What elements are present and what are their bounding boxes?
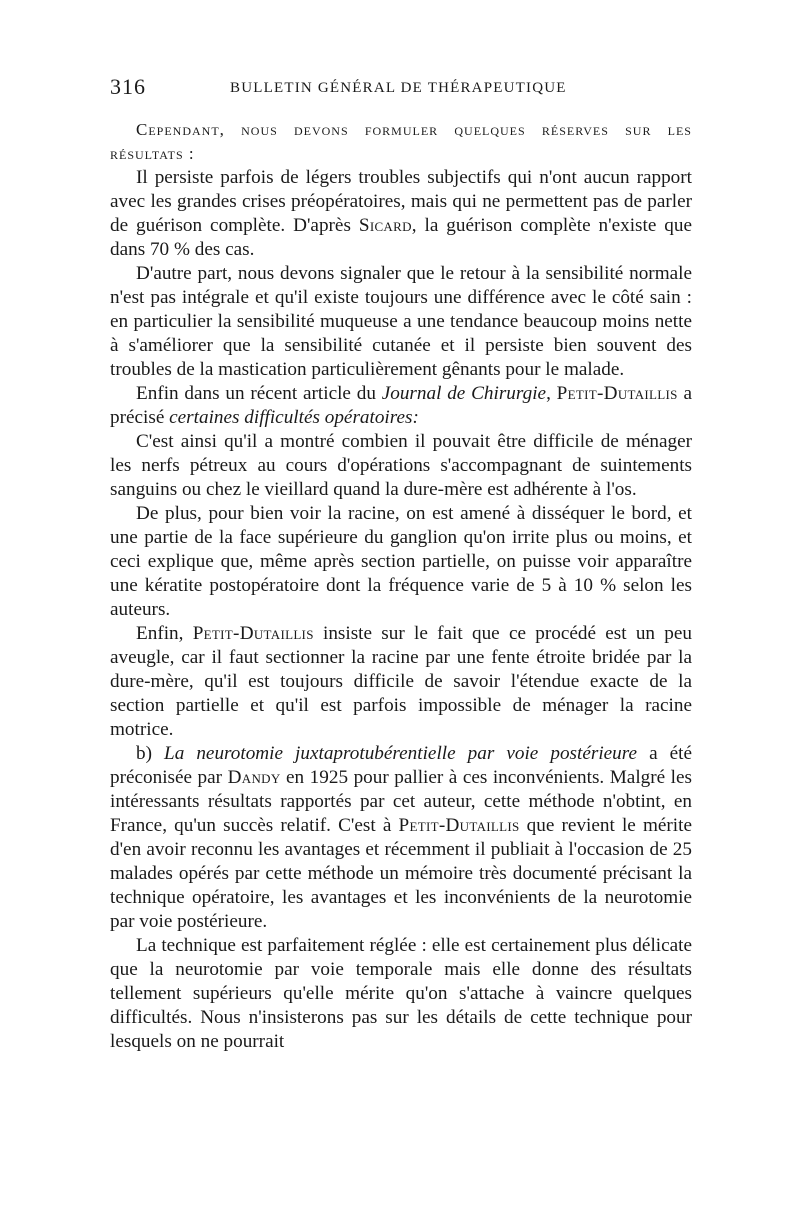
paragraph-reserves: Cependant, nous devons formuler quelques réserves sur les résultats : <box>110 120 692 163</box>
paragraph-sensibilite: D'autre part, nous devons signaler que le retour à la sensibilité normale n'est pas intégrale et qu'il existe toujours une différence avec le côté sain : en particulier la sensibilité muqueuse a une tendance beaucoup moins nette à s'améliorer que la sensibilité cutanée et il persiste bien souvent des troubles de la mastication particulièrement gênants pour le malade. <box>110 263 692 380</box>
journal-title: Journal de Chirurgie <box>381 383 547 404</box>
paragraph-neurotomie: b) La neurotomie juxtaprotubérentielle par voie postérieure a été préconisée par Dandy en 1925 pour pallier à ces inconvénients. Malgré les intéressants résultats rapportés par cet auteur, cette méthode n'obtint, en France, qu'un succès relatif. C'est à Petit-Dutaillis que revient le mérite d'en avoir reconnu les avantages et récemment il publiait à l'occasion de 25 malades opérés par cette méthode un mémoire très documenté précisant la technique opératoire, les avantages et les inconvénients de la neurotomie par voie postérieure. <box>110 743 692 932</box>
paragraph-racine: De plus, pour bien voir la racine, on est amené à disséquer le bord, et une partie de la face supérieure du ganglion qu'on irrite plus ou moins, et ceci explique que, même après section partielle, on puisse voir apparaître une kératite postopératoire dont la fréquence varie de 5 à 10 % selon les auteurs. <box>110 503 692 620</box>
author-name: Petit-Dutaillis <box>192 623 314 644</box>
body-text <box>110 118 692 1054</box>
author-name: Petit-Dutaillis <box>556 383 678 404</box>
running-title: BULLETIN GÉNÉRAL DE THÉRAPEUTIQUE <box>230 80 567 96</box>
author-name: Sicard <box>358 215 412 236</box>
page-header <box>110 74 692 104</box>
section-title: La neurotomie juxtaprotubérentielle par voie postérieure <box>164 743 638 764</box>
paragraph-nerfs: C'est ainsi qu'il a montré combien il pouvait être difficile de ménager les nerfs pétreux au cours d'opérations s'accompagnant de suintements sanguins ou chez le vieillard quand la dure-mère est adhérente à l'os. <box>110 431 692 500</box>
author-name: Petit-Dutaillis <box>398 815 520 836</box>
paragraph-troubles: Il persiste parfois de légers troubles subjectifs qui n'ont aucun rapport avec les grandes crises préopératoires, mais qui ne permettent pas de parler de guérison complète. D'après Sicard, la guérison complète n'existe que dans 70 % des cas. <box>110 167 692 260</box>
paragraph-article: Enfin dans un récent article du Journal de Chirurgie, Petit-Dutaillis a précisé certaines difficultés opératoires: <box>110 383 692 428</box>
page-number: 316 <box>110 74 146 99</box>
paragraph-aveugle: Enfin, Petit-Dutaillis insiste sur le fait que ce procédé est un peu aveugle, car il faut sectionner la racine par une fente étroite bridée par la dure-mère, qu'il est toujours difficile de savoir l'étendue exacte de la section partielle et qu'il est parfois impossible de ménager la racine motrice. <box>110 623 692 740</box>
paragraph-technique: La technique est parfaitement réglée : elle est certainement plus délicate que la neurotomie par voie temporale mais elle donne des résultats tellement supérieurs qu'elle mérite qu'on s'attache à vaincre quelques difficultés. Nous n'insisterons pas sur les détails de cette technique pour lesquels on ne pourrait <box>110 935 692 1052</box>
emphasis: certaines difficultés opératoires: <box>169 407 419 428</box>
author-name: Dandy <box>227 767 281 788</box>
